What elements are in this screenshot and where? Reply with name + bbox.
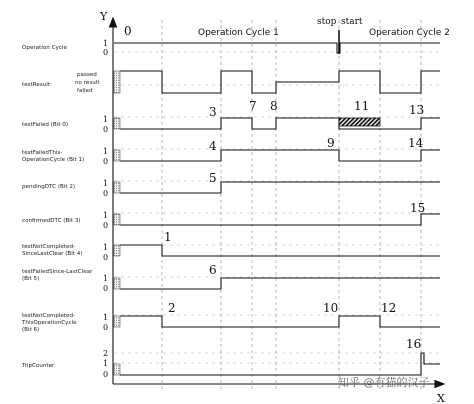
level-1: 1 [103,313,109,322]
level-0: 0 [103,284,109,293]
event-3: 3 [209,105,217,119]
waveform-tncslc [120,245,440,256]
legend-failed: failed [77,88,93,94]
init-box [114,245,120,256]
level-1: 1 [103,179,109,188]
init-box [114,278,120,289]
event-1: 1 [164,230,172,244]
level-0: 0 [103,221,109,230]
init-box [114,118,120,129]
row-label-trip-counter: TripCounter [22,363,55,369]
event-12: 12 [381,301,397,315]
level-0: 0 [103,370,109,379]
x-axis-arrow [435,381,444,388]
level-markers [103,39,108,379]
level-0: 0 [103,48,109,57]
level-1: 1 [103,274,109,283]
event-13: 13 [409,103,425,117]
event-6: 6 [209,263,217,277]
waveform-confirmed-dtc [120,214,440,225]
init-box [114,71,120,93]
init-box [114,364,120,375]
level-0: 0 [103,125,109,134]
level-0: 0 [103,189,109,198]
axes [110,18,445,388]
level-1: 1 [103,211,109,220]
level-1: 1 [103,359,109,368]
waveforms [114,30,440,375]
event-2: 2 [168,301,176,315]
x-axis-label: X [437,392,445,404]
waveform-tncthisoc [120,316,440,327]
row-label-confirmed-dtc: confirmedDTC (Bit 3) [22,218,81,224]
init-box [114,150,120,161]
level-0: 0 [103,157,109,166]
event-9: 9 [327,136,335,150]
event-15: 15 [410,201,426,215]
test-failed-hatched-segment [339,118,380,126]
watermark: 知乎 @有猫的汉子 [338,376,430,389]
init-box [114,316,120,327]
legend-no-result: no result [75,80,100,86]
stop-label: stop [317,17,337,27]
waveform-trip-counter [120,353,440,375]
row-label-tncslc: testNotCompleted- SinceLastClear (Bit 4) [22,244,83,257]
waveform-operation-cycle [114,43,440,53]
row-label-tncthisoc: testNotCompleted- ThisOperationCycle (Bit 6) [22,313,77,333]
level-1: 1 [103,39,109,48]
initial-state-boxes [114,71,120,375]
waveform-pending-dtc [120,182,440,193]
level-0: 0 [103,253,109,262]
level-2: 2 [103,349,109,358]
row-label-test-result: testResult: [22,82,52,88]
event-14: 14 [408,136,424,150]
waveform-tfslc [120,278,440,289]
cycle-2-label: Operation Cycle 2 [369,28,450,38]
init-box [114,214,120,225]
event-5: 5 [209,171,217,185]
row-label-tfslc: testFailedSince-LastClear (Bit 5) [22,269,93,282]
row-label-tfthisoc: testFailedThis- OperationCycle (Bit 1) [22,150,85,163]
waveform-test-failed [120,118,440,129]
y-axis-arrow [110,18,117,27]
init-box [114,182,120,193]
event-11: 11 [354,99,370,113]
level-1: 1 [103,147,109,156]
event-10: 10 [323,301,339,315]
cycle-1-label: Operation Cycle 1 [198,28,279,38]
event-8: 8 [270,99,278,113]
row-label-test-failed: testFailed (Bit 0) [22,122,69,128]
event-16: 16 [406,337,422,351]
event-4: 4 [209,139,217,153]
row-label-pending-dtc: pendingDTC (Bit 2) [22,184,76,190]
start-label: start [341,17,363,27]
level-1: 1 [103,243,109,252]
cycle-0-label: 0 [124,24,132,38]
event-7: 7 [249,99,257,113]
level-1: 1 [103,115,109,124]
waveform-tfthisoc [120,150,440,161]
event-guides [162,20,421,392]
row-label-operation-cycle: Operation Cycle [22,45,67,51]
y-axis-label: Y [100,10,108,23]
legend-passed: passed [77,72,97,78]
waveform-test-result [120,71,440,93]
level-0: 0 [103,323,109,332]
